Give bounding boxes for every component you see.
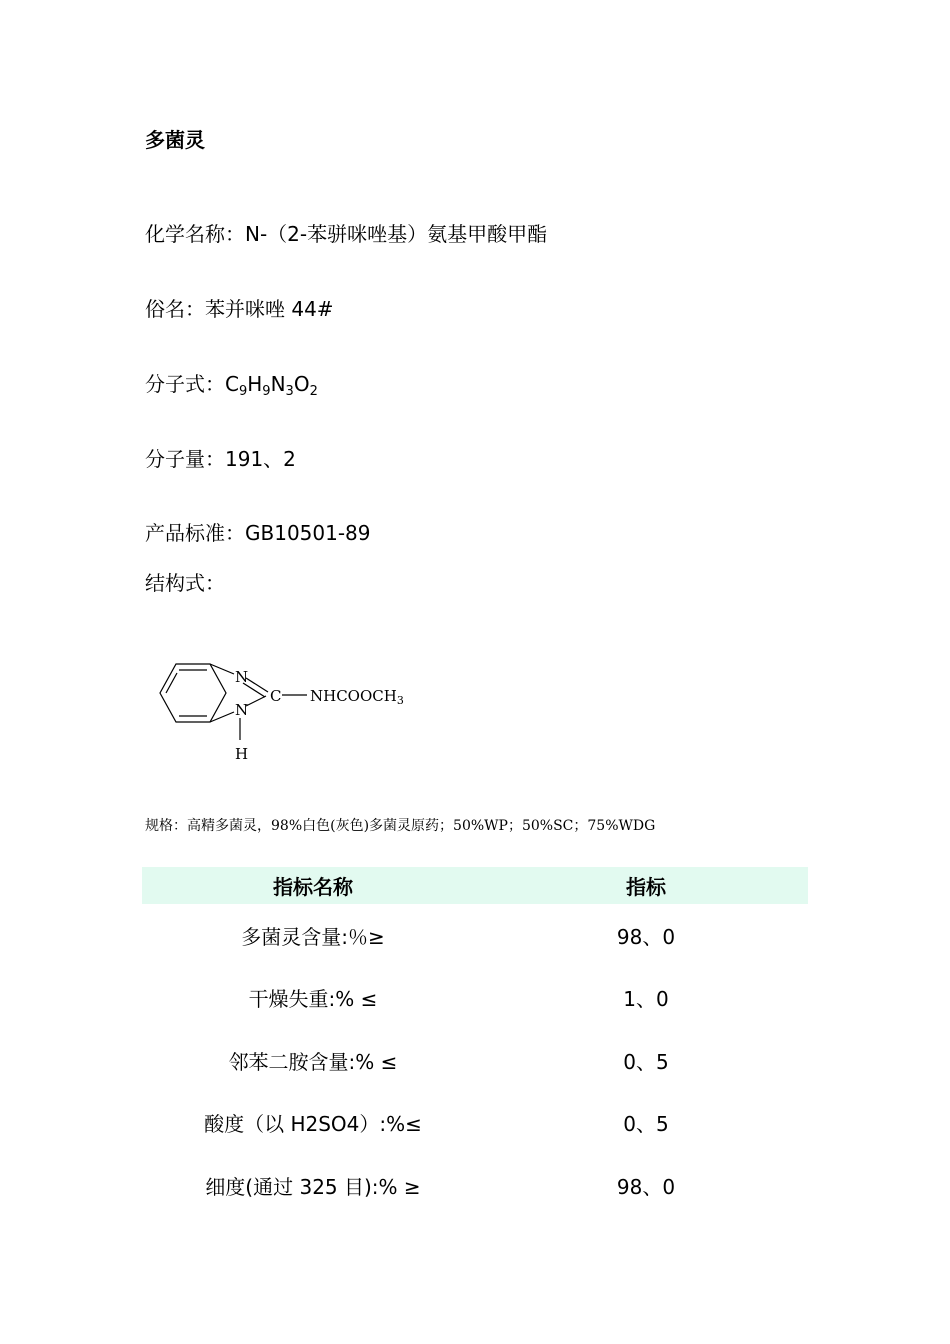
row-label: 细度(通过 325 目):% ≥ xyxy=(205,1174,421,1199)
atom-n-top: N xyxy=(235,668,249,686)
row-label: 多菌灵含量:％≥ xyxy=(241,924,385,949)
row-value: 98、0 xyxy=(616,1174,676,1199)
header-indicator-name: 指标名称 xyxy=(142,867,484,904)
ring-outline xyxy=(160,664,226,722)
spec-table xyxy=(142,867,808,1217)
atom-n-bottom: N xyxy=(235,701,249,719)
row-label: 邻苯二胺含量:% ≤ xyxy=(228,1049,398,1074)
formula-hydrogen-count: 9 xyxy=(262,384,271,399)
chemical-name: 化学名称：N-（2-苯骈咪唑基）氨基甲酸甲酯 xyxy=(145,222,548,246)
formula-label: 分子式： xyxy=(145,372,225,396)
row-value: 0、5 xyxy=(623,1112,669,1137)
bond-ring-n-bottom xyxy=(210,712,234,722)
row-label: 酸度（以 H2SO4）:%≤ xyxy=(204,1112,422,1137)
row-value: 98、0 xyxy=(616,924,676,949)
table-row xyxy=(142,1092,808,1155)
formula-nitrogen-count: 3 xyxy=(285,384,294,399)
benzene-ring xyxy=(160,664,226,722)
table-row xyxy=(142,967,808,1030)
table-row xyxy=(142,1154,808,1217)
ring-inner-bond-left xyxy=(166,673,177,693)
bond-n-c-single xyxy=(246,696,266,706)
formula-oxygen-count: 2 xyxy=(309,384,318,399)
row-value: 1、0 xyxy=(623,987,669,1012)
molecular-formula xyxy=(145,368,318,399)
row-value: 0、5 xyxy=(623,1049,669,1074)
bond-n-c-double-1 xyxy=(246,678,268,692)
table-row xyxy=(142,904,808,967)
common-name: 俗名：苯并咪唑 44# xyxy=(145,297,334,321)
molecular-weight: 分子量：191、2 xyxy=(145,447,296,471)
formula-nitrogen: N xyxy=(270,372,286,396)
bond-ring-n-top xyxy=(210,664,234,674)
structure-atoms xyxy=(235,668,404,763)
header-indicator-value: 指标 xyxy=(484,867,808,904)
structure-label: 结构式： xyxy=(145,571,225,595)
substituent-text xyxy=(310,687,404,707)
atom-h: H xyxy=(235,745,249,763)
table-header-row xyxy=(142,867,808,904)
structural-formula xyxy=(150,660,404,770)
formula-hydrogen: H xyxy=(247,372,263,396)
table-row xyxy=(142,1029,808,1092)
substituent-subscript: 3 xyxy=(396,694,404,707)
row-label: 干燥失重:% ≤ xyxy=(248,987,378,1012)
product-standard: 产品标准：GB10501-89 xyxy=(145,521,371,545)
imidazole-bonds xyxy=(210,664,307,740)
specification-line: 规格：高精多菌灵，98%白色(灰色)多菌灵原药；50%WP；50%SC；75%WDG xyxy=(145,818,656,834)
formula-oxygen: O xyxy=(293,372,310,396)
atom-carbon: C xyxy=(270,687,282,705)
substituent-group: NHCOOCH xyxy=(310,687,397,705)
formula-carbon: C xyxy=(225,372,239,396)
page-title: 多菌灵 xyxy=(145,128,205,152)
formula-carbon-count: 9 xyxy=(238,384,248,399)
